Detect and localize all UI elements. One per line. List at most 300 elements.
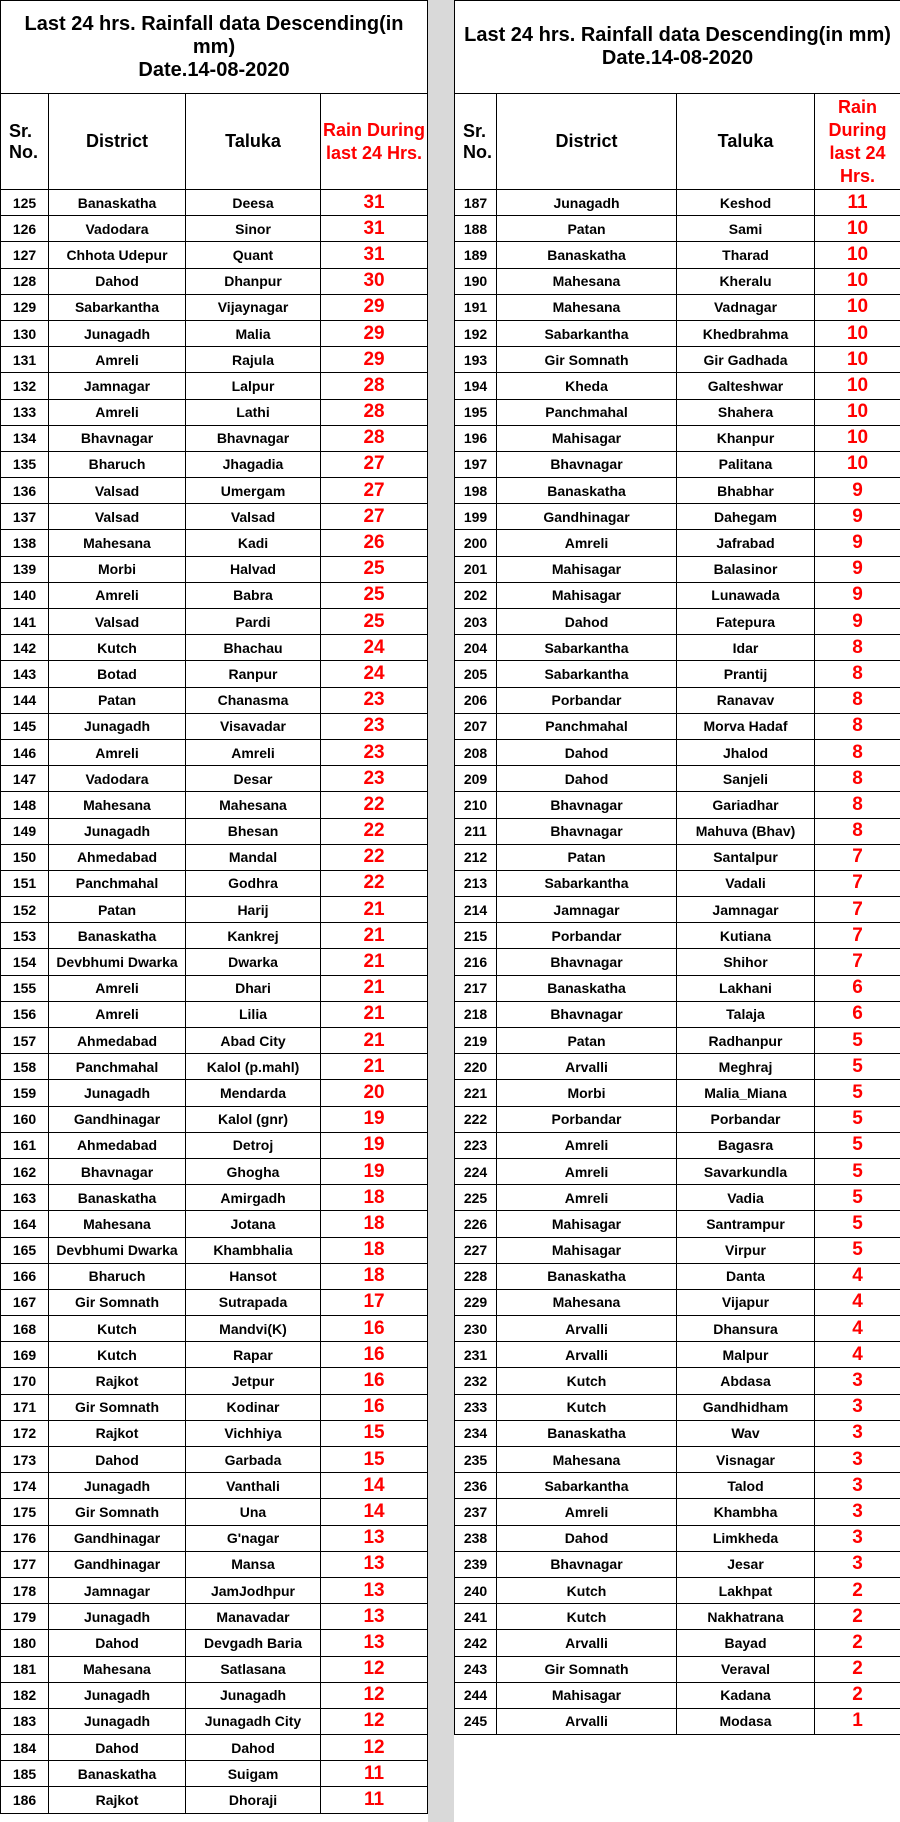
cell-rain: 23 [321, 687, 428, 713]
cell-srno: 154 [1, 949, 49, 975]
cell-taluka: Godhra [186, 870, 321, 896]
cell-srno: 224 [455, 1158, 497, 1184]
cell-taluka: Mahuva (Bhav) [677, 818, 815, 844]
cell-taluka: Una [186, 1499, 321, 1525]
cell-srno: 202 [455, 582, 497, 608]
cell-district: Arvalli [497, 1316, 677, 1342]
cell-rain: 15 [321, 1420, 428, 1446]
table-row [455, 661, 900, 687]
cell-rain: 12 [321, 1708, 428, 1734]
table-row [1, 582, 428, 608]
cell-taluka: Santalpur [677, 844, 815, 870]
cell-rain: 17 [321, 1289, 428, 1315]
table-row [455, 425, 900, 451]
cell-taluka: Prantij [677, 661, 815, 687]
cell-taluka: Ranavav [677, 687, 815, 713]
cell-taluka: Radhanpur [677, 1028, 815, 1054]
cell-rain: 15 [321, 1447, 428, 1473]
cell-district: Rajkot [49, 1368, 186, 1394]
cell-rain: 10 [815, 216, 900, 242]
table-row [455, 739, 900, 765]
cell-srno: 179 [1, 1604, 49, 1630]
cell-rain: 18 [321, 1211, 428, 1237]
cell-srno: 203 [455, 609, 497, 635]
cell-rain: 5 [815, 1054, 900, 1080]
cell-district: Ahmedabad [49, 1028, 186, 1054]
table-row [1, 190, 428, 216]
table-row [1, 1342, 428, 1368]
cell-taluka: Rajula [186, 347, 321, 373]
table-row [455, 268, 900, 294]
cell-rain: 10 [815, 373, 900, 399]
cell-rain: 10 [815, 242, 900, 268]
cell-district: Dahod [497, 766, 677, 792]
table-row [1, 1132, 428, 1158]
cell-district: Banaskatha [497, 1263, 677, 1289]
table-row [1, 242, 428, 268]
cell-srno: 128 [1, 268, 49, 294]
cell-srno: 220 [455, 1054, 497, 1080]
cell-rain: 2 [815, 1630, 900, 1656]
title-line-1: Last 24 hrs. Rainfall data Descending(in mm) [464, 24, 891, 46]
cell-district: Amreli [49, 1001, 186, 1027]
table-row [1, 530, 428, 556]
cell-rain: 9 [815, 609, 900, 635]
cell-district: Bharuch [49, 451, 186, 477]
cell-taluka: Jesar [677, 1551, 815, 1577]
cell-taluka: Bhabhar [677, 478, 815, 504]
table-row [455, 1473, 900, 1499]
cell-srno: 186 [1, 1787, 49, 1813]
cell-srno: 241 [455, 1604, 497, 1630]
cell-district: Botad [49, 661, 186, 687]
cell-srno: 205 [455, 661, 497, 687]
cell-district: Banaskatha [49, 190, 186, 216]
table-row [455, 504, 900, 530]
cell-district: Dahod [49, 1447, 186, 1473]
cell-rain: 20 [321, 1080, 428, 1106]
table-row [455, 1211, 900, 1237]
cell-rain: 29 [321, 347, 428, 373]
header-district: District [49, 94, 186, 190]
cell-rain: 6 [815, 1001, 900, 1027]
column-divider [428, 0, 454, 1822]
table-row [1, 1001, 428, 1027]
cell-taluka: Dwarka [186, 949, 321, 975]
cell-srno: 134 [1, 425, 49, 451]
cell-taluka: Lakhani [677, 975, 815, 1001]
cell-srno: 172 [1, 1420, 49, 1446]
table-row [1, 294, 428, 320]
table-row [455, 1289, 900, 1315]
cell-rain: 10 [815, 347, 900, 373]
cell-rain: 13 [321, 1604, 428, 1630]
cell-district: Sabarkantha [49, 294, 186, 320]
cell-district: Panchmahal [49, 870, 186, 896]
cell-taluka: Shihor [677, 949, 815, 975]
cell-taluka: Jafrabad [677, 530, 815, 556]
table-row [455, 556, 900, 582]
cell-rain: 3 [815, 1525, 900, 1551]
cell-rain: 5 [815, 1132, 900, 1158]
cell-district: Mahesana [497, 1289, 677, 1315]
cell-srno: 171 [1, 1394, 49, 1420]
cell-srno: 185 [1, 1761, 49, 1787]
cell-district: Gir Somnath [49, 1289, 186, 1315]
rainfall-table-left [0, 0, 428, 1814]
cell-taluka: Amreli [186, 739, 321, 765]
cell-district: Amreli [497, 1158, 677, 1184]
cell-district: Amreli [49, 739, 186, 765]
cell-srno: 189 [455, 242, 497, 268]
cell-taluka: Ghogha [186, 1158, 321, 1184]
cell-taluka: Malpur [677, 1342, 815, 1368]
table-row [1, 609, 428, 635]
table-row [455, 1237, 900, 1263]
cell-district: Banaskatha [497, 1420, 677, 1446]
cell-district: Patan [497, 844, 677, 870]
cell-taluka: Rapar [186, 1342, 321, 1368]
table-row [455, 1080, 900, 1106]
cell-rain: 10 [815, 451, 900, 477]
cell-district: Bhavnagar [497, 1551, 677, 1577]
table-row [455, 1368, 900, 1394]
cell-taluka: Idar [677, 635, 815, 661]
cell-taluka: Porbandar [677, 1106, 815, 1132]
cell-district: Mahisagar [497, 556, 677, 582]
cell-rain: 13 [321, 1577, 428, 1603]
cell-district: Gir Somnath [49, 1499, 186, 1525]
cell-rain: 8 [815, 713, 900, 739]
cell-taluka: Limkheda [677, 1525, 815, 1551]
table-row [1, 1316, 428, 1342]
cell-district: Banaskatha [497, 478, 677, 504]
cell-district: Rajkot [49, 1787, 186, 1813]
cell-srno: 127 [1, 242, 49, 268]
table-row [455, 818, 900, 844]
cell-district: Junagadh [49, 320, 186, 346]
cell-rain: 22 [321, 792, 428, 818]
table-row [455, 347, 900, 373]
cell-taluka: Santrampur [677, 1211, 815, 1237]
table-row [1, 635, 428, 661]
cell-srno: 195 [455, 399, 497, 425]
cell-taluka: Talod [677, 1473, 815, 1499]
cell-district: Banaskatha [497, 242, 677, 268]
cell-district: Gandhinagar [497, 504, 677, 530]
cell-rain: 31 [321, 242, 428, 268]
cell-district: Vadodara [49, 766, 186, 792]
cell-srno: 236 [455, 1473, 497, 1499]
table-body-right [455, 190, 900, 1735]
cell-taluka: Satlasana [186, 1656, 321, 1682]
cell-srno: 197 [455, 451, 497, 477]
table-row [455, 897, 900, 923]
cell-taluka: Amirgadh [186, 1185, 321, 1211]
table-row [455, 844, 900, 870]
cell-district: Junagadh [49, 713, 186, 739]
cell-district: Bhavnagar [497, 1001, 677, 1027]
cell-taluka: Valsad [186, 504, 321, 530]
cell-srno: 167 [1, 1289, 49, 1315]
cell-rain: 12 [321, 1682, 428, 1708]
cell-district: Bhavnagar [49, 1158, 186, 1184]
cell-srno: 152 [1, 897, 49, 923]
cell-rain: 24 [321, 661, 428, 687]
cell-taluka: Kutiana [677, 923, 815, 949]
cell-taluka: Jhagadia [186, 451, 321, 477]
cell-srno: 149 [1, 818, 49, 844]
cell-srno: 231 [455, 1342, 497, 1368]
cell-taluka: Visnagar [677, 1447, 815, 1473]
cell-district: Banaskatha [49, 1761, 186, 1787]
cell-rain: 4 [815, 1342, 900, 1368]
table-row [455, 530, 900, 556]
cell-rain: 5 [815, 1237, 900, 1263]
cell-rain: 23 [321, 713, 428, 739]
cell-rain: 2 [815, 1656, 900, 1682]
cell-district: Dahod [49, 1630, 186, 1656]
cell-district: Amreli [49, 399, 186, 425]
cell-rain: 8 [815, 687, 900, 713]
cell-rain: 11 [321, 1761, 428, 1787]
cell-taluka: Abad City [186, 1028, 321, 1054]
cell-srno: 135 [1, 451, 49, 477]
table-row [1, 1289, 428, 1315]
cell-taluka: Khanpur [677, 425, 815, 451]
cell-srno: 194 [455, 373, 497, 399]
cell-srno: 142 [1, 635, 49, 661]
cell-district: Ahmedabad [49, 844, 186, 870]
table-row [1, 347, 428, 373]
cell-district: Valsad [49, 504, 186, 530]
cell-rain: 23 [321, 739, 428, 765]
cell-srno: 221 [455, 1080, 497, 1106]
table-row [1, 373, 428, 399]
rainfall-table-right [454, 0, 900, 1735]
cell-rain: 31 [321, 190, 428, 216]
cell-district: Panchmahal [49, 1054, 186, 1080]
cell-district: Sabarkantha [497, 870, 677, 896]
cell-srno: 153 [1, 923, 49, 949]
cell-district: Kutch [49, 1342, 186, 1368]
cell-district: Jamnagar [49, 1577, 186, 1603]
cell-rain: 21 [321, 1001, 428, 1027]
table-row [1, 268, 428, 294]
cell-district: Mahesana [49, 1656, 186, 1682]
cell-taluka: Kadi [186, 530, 321, 556]
cell-rain: 30 [321, 268, 428, 294]
cell-srno: 183 [1, 1708, 49, 1734]
cell-srno: 244 [455, 1682, 497, 1708]
cell-taluka: Malia [186, 320, 321, 346]
cell-srno: 176 [1, 1525, 49, 1551]
cell-rain: 11 [815, 190, 900, 216]
cell-srno: 143 [1, 661, 49, 687]
header-taluka: Taluka [677, 94, 815, 190]
cell-rain: 2 [815, 1577, 900, 1603]
cell-srno: 240 [455, 1577, 497, 1603]
cell-taluka: Pardi [186, 609, 321, 635]
table-row [455, 1420, 900, 1446]
cell-srno: 157 [1, 1028, 49, 1054]
cell-srno: 175 [1, 1499, 49, 1525]
table-row [455, 1132, 900, 1158]
cell-srno: 132 [1, 373, 49, 399]
cell-taluka: Dhari [186, 975, 321, 1001]
cell-taluka: Vanthali [186, 1473, 321, 1499]
cell-taluka: Dhanpur [186, 268, 321, 294]
table-row [1, 399, 428, 425]
cell-rain: 22 [321, 870, 428, 896]
cell-rain: 14 [321, 1473, 428, 1499]
table-row [455, 320, 900, 346]
cell-district: Mahesana [49, 530, 186, 556]
cell-srno: 207 [455, 713, 497, 739]
header-rain: Rain During last 24 Hrs. [321, 94, 428, 190]
cell-srno: 190 [455, 268, 497, 294]
table-row [455, 1054, 900, 1080]
cell-district: Panchmahal [497, 713, 677, 739]
cell-srno: 146 [1, 739, 49, 765]
cell-district: Junagadh [49, 1604, 186, 1630]
cell-srno: 219 [455, 1028, 497, 1054]
cell-taluka: Mahesana [186, 792, 321, 818]
cell-district: Junagadh [49, 1080, 186, 1106]
cell-district: Amreli [497, 530, 677, 556]
cell-srno: 163 [1, 1185, 49, 1211]
cell-rain: 5 [815, 1211, 900, 1237]
cell-district: Bharuch [49, 1263, 186, 1289]
cell-rain: 3 [815, 1394, 900, 1420]
cell-district: Amreli [49, 975, 186, 1001]
cell-taluka: Sutrapada [186, 1289, 321, 1315]
cell-district: Kutch [497, 1604, 677, 1630]
cell-rain: 23 [321, 766, 428, 792]
cell-rain: 29 [321, 320, 428, 346]
table-row [455, 1577, 900, 1603]
cell-rain: 9 [815, 504, 900, 530]
cell-taluka: Jetpur [186, 1368, 321, 1394]
cell-district: Dahod [497, 609, 677, 635]
cell-taluka: Balasinor [677, 556, 815, 582]
cell-taluka: Galteshwar [677, 373, 815, 399]
cell-rain: 3 [815, 1447, 900, 1473]
cell-district: Banaskatha [49, 923, 186, 949]
cell-taluka: Fatepura [677, 609, 815, 635]
cell-rain: 10 [815, 268, 900, 294]
cell-srno: 162 [1, 1158, 49, 1184]
cell-district: Patan [49, 897, 186, 923]
cell-district: Gir Somnath [49, 1394, 186, 1420]
cell-rain: 6 [815, 975, 900, 1001]
cell-district: Kutch [497, 1577, 677, 1603]
cell-rain: 8 [815, 661, 900, 687]
cell-district: Amreli [49, 582, 186, 608]
cell-srno: 182 [1, 1682, 49, 1708]
cell-rain: 22 [321, 844, 428, 870]
table-row [1, 1420, 428, 1446]
cell-taluka: Babra [186, 582, 321, 608]
title-line-1: Last 24 hrs. Rainfall data Descending(in mm) [24, 12, 404, 58]
cell-srno: 215 [455, 923, 497, 949]
table-row [1, 451, 428, 477]
cell-srno: 209 [455, 766, 497, 792]
cell-rain: 16 [321, 1316, 428, 1342]
cell-district: Mahesana [49, 792, 186, 818]
header-district: District [497, 94, 677, 190]
cell-taluka: Vadnagar [677, 294, 815, 320]
cell-taluka: Vijapur [677, 1289, 815, 1315]
cell-rain: 4 [815, 1263, 900, 1289]
cell-district: Mahisagar [497, 582, 677, 608]
cell-srno: 141 [1, 609, 49, 635]
cell-district: Sabarkantha [497, 320, 677, 346]
cell-district: Panchmahal [497, 399, 677, 425]
cell-srno: 133 [1, 399, 49, 425]
cell-rain: 27 [321, 451, 428, 477]
cell-taluka: Halvad [186, 556, 321, 582]
table-row [455, 1185, 900, 1211]
cell-rain: 3 [815, 1368, 900, 1394]
table-row [1, 1682, 428, 1708]
cell-rain: 2 [815, 1604, 900, 1630]
table-row [455, 923, 900, 949]
header-srno: Sr. No. [1, 94, 49, 190]
cell-taluka: G'nagar [186, 1525, 321, 1551]
cell-district: Mahesana [497, 268, 677, 294]
cell-srno: 178 [1, 1577, 49, 1603]
cell-srno: 213 [455, 870, 497, 896]
cell-district: Sabarkantha [497, 1473, 677, 1499]
cell-taluka: Kodinar [186, 1394, 321, 1420]
cell-taluka: Bagasra [677, 1132, 815, 1158]
cell-rain: 9 [815, 530, 900, 556]
table-row [1, 713, 428, 739]
cell-rain: 9 [815, 478, 900, 504]
title-line-2: Date.14-08-2020 [138, 58, 290, 81]
title-line-2: Date.14-08-2020 [601, 47, 754, 69]
cell-rain: 11 [321, 1787, 428, 1813]
cell-district: Junagadh [49, 1682, 186, 1708]
cell-district: Bhavnagar [497, 949, 677, 975]
cell-district: Amreli [497, 1499, 677, 1525]
cell-taluka: Nakhatrana [677, 1604, 815, 1630]
cell-district: Arvalli [497, 1630, 677, 1656]
cell-taluka: Palitana [677, 451, 815, 477]
cell-srno: 193 [455, 347, 497, 373]
cell-srno: 137 [1, 504, 49, 530]
table-row [455, 1316, 900, 1342]
cell-rain: 19 [321, 1132, 428, 1158]
cell-taluka: Jhalod [677, 739, 815, 765]
cell-district: Devbhumi Dwarka [49, 1237, 186, 1263]
cell-district: Morbi [49, 556, 186, 582]
cell-srno: 230 [455, 1316, 497, 1342]
cell-rain: 7 [815, 923, 900, 949]
cell-taluka: Vadali [677, 870, 815, 896]
cell-srno: 212 [455, 844, 497, 870]
cell-rain: 16 [321, 1394, 428, 1420]
cell-rain: 18 [321, 1237, 428, 1263]
table-row [1, 1525, 428, 1551]
table-row [1, 1263, 428, 1289]
cell-rain: 21 [321, 949, 428, 975]
cell-rain: 8 [815, 792, 900, 818]
cell-srno: 214 [455, 897, 497, 923]
cell-taluka: Danta [677, 1263, 815, 1289]
cell-srno: 125 [1, 190, 49, 216]
